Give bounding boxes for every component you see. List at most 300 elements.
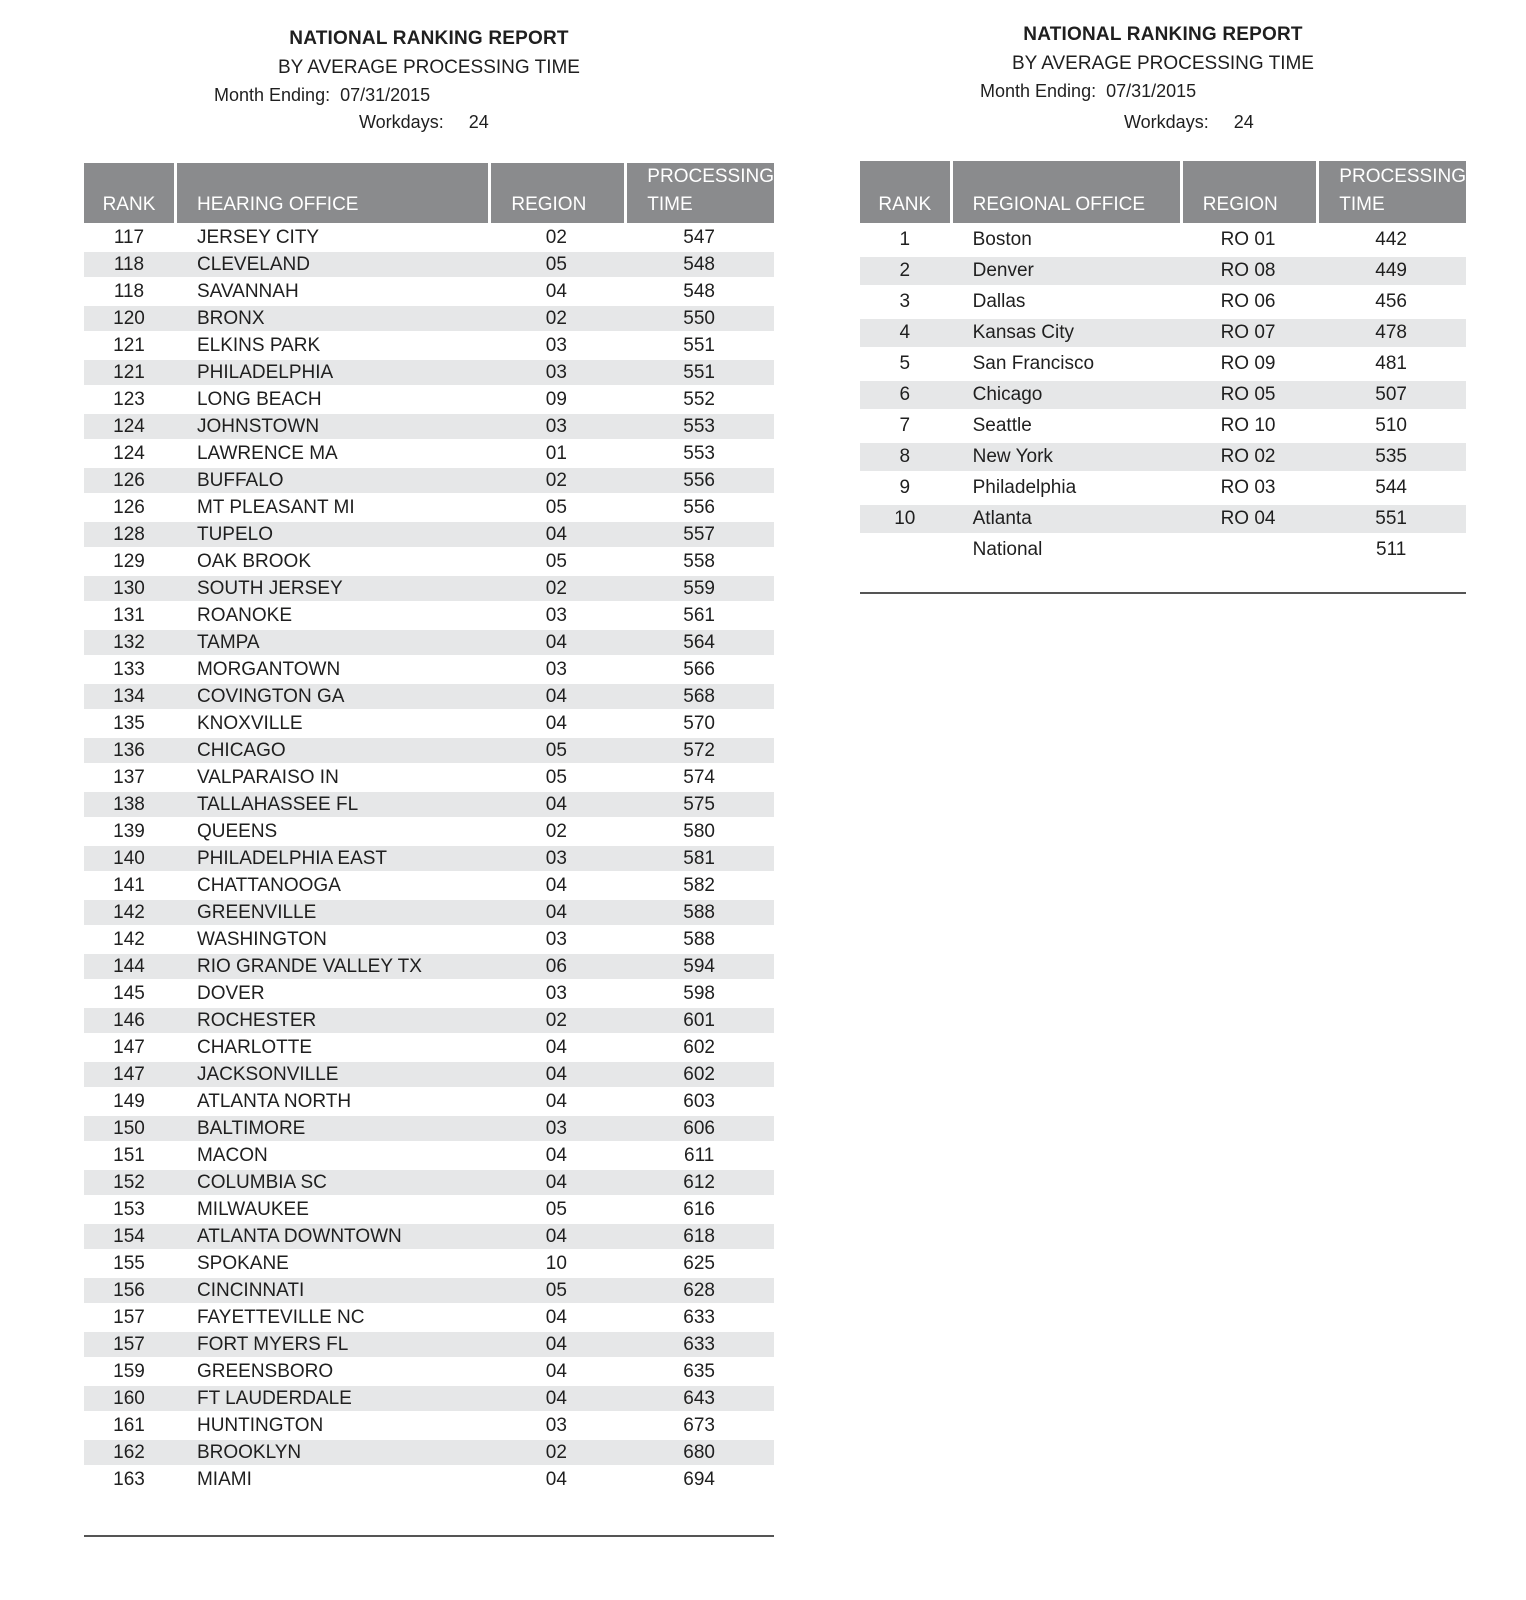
cell-rank: 118 (84, 277, 174, 304)
cell-office: Kansas City (950, 316, 1180, 347)
cell-region: 03 (488, 412, 624, 439)
cell-region: 03 (488, 358, 624, 385)
cell-region: RO 01 (1180, 223, 1317, 254)
cell-processing-time: 574 (624, 763, 774, 790)
cell-rank: 151 (84, 1141, 174, 1168)
header-time-line1: PROCESSING (1339, 166, 1466, 187)
cell-rank: 6 (860, 378, 950, 409)
table-row (84, 682, 774, 709)
regional-office-table (860, 161, 1466, 564)
cell-rank: 120 (84, 304, 174, 331)
cell-office: New York (950, 440, 1180, 471)
cell-region: 05 (488, 736, 624, 763)
cell-office: FT LAUDERDALE (174, 1384, 488, 1411)
table-row (84, 601, 774, 628)
table-row (84, 223, 774, 250)
table-row (84, 844, 774, 871)
cell-rank: 121 (84, 358, 174, 385)
cell-office: Philadelphia (950, 471, 1180, 502)
cell-rank: 154 (84, 1222, 174, 1249)
cell-region: RO 06 (1180, 285, 1317, 316)
cell-processing-time: 572 (624, 736, 774, 763)
cell-office: MACON (174, 1141, 488, 1168)
cell-rank: 5 (860, 347, 950, 378)
cell-office: Denver (950, 254, 1180, 285)
cell-region: RO 05 (1180, 378, 1317, 409)
cell-office: JACKSONVILLE (174, 1060, 488, 1087)
cell-processing-time: 601 (624, 1006, 774, 1033)
cell-processing-time: 510 (1316, 409, 1466, 440)
workdays-value: 24 (1233, 112, 1254, 132)
header-rank: RANK (860, 161, 950, 223)
bottom-rule (860, 592, 1466, 594)
hearing-office-table (84, 163, 774, 1492)
cell-processing-time: 635 (624, 1357, 774, 1384)
table-row (84, 439, 774, 466)
cell-processing-time: 628 (624, 1276, 774, 1303)
cell-rank: 147 (84, 1033, 174, 1060)
cell-rank: 118 (84, 250, 174, 277)
cell-region: RO 02 (1180, 440, 1317, 471)
cell-processing-time: 535 (1316, 440, 1466, 471)
cell-rank: 145 (84, 979, 174, 1006)
cell-processing-time: 507 (1316, 378, 1466, 409)
table-row (84, 925, 774, 952)
table-row (860, 378, 1466, 409)
regional-office-report (860, 24, 1466, 564)
cell-rank: 10 (860, 502, 950, 533)
month-ending-label: Month Ending: (214, 85, 331, 105)
cell-office: ROANOKE (174, 601, 488, 628)
cell-region: 02 (488, 466, 624, 493)
cell-office: TALLAHASSEE FL (174, 790, 488, 817)
cell-office: ELKINS PARK (174, 331, 488, 358)
cell-region: 04 (488, 1033, 624, 1060)
cell-processing-time: 566 (624, 655, 774, 682)
cell-region: 03 (488, 655, 624, 682)
cell-rank: 121 (84, 331, 174, 358)
cell-rank: 135 (84, 709, 174, 736)
cell-processing-time: 581 (624, 844, 774, 871)
table-row (84, 358, 774, 385)
cell-office: Seattle (950, 409, 1180, 440)
table-row (84, 736, 774, 763)
table-row (860, 409, 1466, 440)
month-ending-value: 07/31/2015 (340, 85, 431, 105)
cell-processing-time: 550 (624, 304, 774, 331)
table-row (84, 493, 774, 520)
cell-region: 04 (488, 1141, 624, 1168)
cell-region: 04 (488, 1087, 624, 1114)
cell-processing-time: 553 (624, 412, 774, 439)
cell-office: LAWRENCE MA (174, 439, 488, 466)
cell-office: SAVANNAH (174, 277, 488, 304)
cell-region: 04 (488, 1384, 624, 1411)
workdays-label: Workdays: (1124, 112, 1209, 132)
cell-processing-time: 456 (1316, 285, 1466, 316)
table-row (84, 952, 774, 979)
cell-processing-time: 588 (624, 898, 774, 925)
table-header-row (860, 161, 1466, 223)
report-subtitle: BY AVERAGE PROCESSING TIME (278, 57, 580, 78)
cell-region: 04 (488, 790, 624, 817)
cell-office: ROCHESTER (174, 1006, 488, 1033)
cell-rank: 8 (860, 440, 950, 471)
cell-region: 04 (488, 682, 624, 709)
cell-rank: 144 (84, 952, 174, 979)
cell-office: BALTIMORE (174, 1114, 488, 1141)
cell-rank: 140 (84, 844, 174, 871)
cell-rank: 136 (84, 736, 174, 763)
cell-rank: 134 (84, 682, 174, 709)
cell-rank: 123 (84, 385, 174, 412)
cell-region: 05 (488, 493, 624, 520)
cell-office: HUNTINGTON (174, 1411, 488, 1438)
cell-region: 04 (488, 1303, 624, 1330)
table-row (84, 1033, 774, 1060)
cell-office: LONG BEACH (174, 385, 488, 412)
cell-region: 05 (488, 763, 624, 790)
table-row (84, 790, 774, 817)
cell-processing-time: 625 (624, 1249, 774, 1276)
cell-region: 04 (488, 1330, 624, 1357)
cell-region: 03 (488, 1411, 624, 1438)
cell-office: COLUMBIA SC (174, 1168, 488, 1195)
table-row (84, 1465, 774, 1492)
cell-rank: 150 (84, 1114, 174, 1141)
header-time-line1: PROCESSING (647, 166, 774, 187)
cell-processing-time: 442 (1316, 223, 1466, 254)
cell-office: CHARLOTTE (174, 1033, 488, 1060)
cell-region: 03 (488, 844, 624, 871)
cell-rank: 149 (84, 1087, 174, 1114)
cell-processing-time: 575 (624, 790, 774, 817)
cell-rank: 162 (84, 1438, 174, 1465)
table-row (860, 471, 1466, 502)
cell-region: 03 (488, 601, 624, 628)
cell-region: 02 (488, 1438, 624, 1465)
cell-office: Chicago (950, 378, 1180, 409)
table-row (84, 898, 774, 925)
cell-rank: 2 (860, 254, 950, 285)
cell-processing-time: 680 (624, 1438, 774, 1465)
cell-office: Dallas (950, 285, 1180, 316)
table-row (84, 250, 774, 277)
header-processing-time (1316, 161, 1466, 223)
workdays-label: Workdays: (359, 112, 444, 132)
cell-office: CINCINNATI (174, 1276, 488, 1303)
header-region: REGION (1180, 161, 1317, 223)
cell-rank: 9 (860, 471, 950, 502)
cell-processing-time: 556 (624, 466, 774, 493)
cell-processing-time: 552 (624, 385, 774, 412)
cell-rank: 129 (84, 547, 174, 574)
cell-processing-time: 548 (624, 277, 774, 304)
cell-office: MIAMI (174, 1465, 488, 1492)
month-ending-line (860, 81, 1466, 102)
cell-office: PHILADELPHIA EAST (174, 844, 488, 871)
table-row (84, 1303, 774, 1330)
cell-processing-time: 556 (624, 493, 774, 520)
cell-office: ATLANTA NORTH (174, 1087, 488, 1114)
table-row (84, 412, 774, 439)
cell-rank: 117 (84, 223, 174, 250)
workdays-value: 24 (468, 112, 489, 132)
cell-region: 05 (488, 1195, 624, 1222)
table-row (84, 547, 774, 574)
cell-rank: 133 (84, 655, 174, 682)
cell-rank: 126 (84, 493, 174, 520)
table-row (84, 1114, 774, 1141)
cell-processing-time: 606 (624, 1114, 774, 1141)
table-row (84, 763, 774, 790)
cell-processing-time: 618 (624, 1222, 774, 1249)
cell-office: RIO GRANDE VALLEY TX (174, 952, 488, 979)
cell-office: ATLANTA DOWNTOWN (174, 1222, 488, 1249)
cell-processing-time: 580 (624, 817, 774, 844)
cell-processing-time: 561 (624, 601, 774, 628)
cell-rank: 141 (84, 871, 174, 898)
cell-rank: 163 (84, 1465, 174, 1492)
table-row (860, 440, 1466, 471)
table-row (84, 655, 774, 682)
cell-processing-time: 694 (624, 1465, 774, 1492)
cell-processing-time: 612 (624, 1168, 774, 1195)
cell-office: MT PLEASANT MI (174, 493, 488, 520)
table-row (860, 285, 1466, 316)
cell-processing-time: 603 (624, 1087, 774, 1114)
month-ending-line (84, 85, 774, 106)
header-time-line2: TIME (647, 194, 693, 215)
cell-office: SPOKANE (174, 1249, 488, 1276)
cell-office: DOVER (174, 979, 488, 1006)
cell-processing-time: 594 (624, 952, 774, 979)
cell-office: Boston (950, 223, 1180, 254)
cell-office: BROOKLYN (174, 1438, 488, 1465)
cell-processing-time: 511 (1316, 533, 1466, 564)
cell-region: 05 (488, 547, 624, 574)
table-row (84, 1438, 774, 1465)
cell-processing-time: 568 (624, 682, 774, 709)
header-region: REGION (488, 163, 624, 223)
cell-processing-time: 547 (624, 223, 774, 250)
cell-rank: 153 (84, 1195, 174, 1222)
cell-rank: 132 (84, 628, 174, 655)
cell-region: RO 10 (1180, 409, 1317, 440)
table-row (84, 817, 774, 844)
table-row (84, 1276, 774, 1303)
report-title: NATIONAL RANKING REPORT (289, 28, 569, 49)
table-row (860, 347, 1466, 378)
table-row (84, 1060, 774, 1087)
cell-rank: 157 (84, 1303, 174, 1330)
month-ending-value: 07/31/2015 (1106, 81, 1197, 101)
cell-office: National (950, 533, 1180, 564)
cell-rank: 156 (84, 1276, 174, 1303)
cell-processing-time: 551 (1316, 502, 1466, 533)
table-row (84, 1006, 774, 1033)
cell-rank: 128 (84, 520, 174, 547)
cell-region: 02 (488, 817, 624, 844)
table-row (84, 1168, 774, 1195)
cell-rank: 137 (84, 763, 174, 790)
cell-region (1180, 533, 1317, 564)
cell-region: 06 (488, 952, 624, 979)
cell-region: 04 (488, 1357, 624, 1384)
cell-rank: 138 (84, 790, 174, 817)
cell-region: 04 (488, 628, 624, 655)
cell-office: TAMPA (174, 628, 488, 655)
cell-office: QUEENS (174, 817, 488, 844)
table-row (84, 331, 774, 358)
cell-office: GREENVILLE (174, 898, 488, 925)
cell-rank: 124 (84, 412, 174, 439)
cell-processing-time: 570 (624, 709, 774, 736)
cell-processing-time: 559 (624, 574, 774, 601)
cell-rank: 3 (860, 285, 950, 316)
cell-office: VALPARAISO IN (174, 763, 488, 790)
table-row (84, 385, 774, 412)
cell-region: 02 (488, 574, 624, 601)
report-subtitle: BY AVERAGE PROCESSING TIME (1012, 53, 1314, 74)
table-row (860, 533, 1466, 564)
cell-office: BRONX (174, 304, 488, 331)
cell-region: 04 (488, 1060, 624, 1087)
cell-office: COVINGTON GA (174, 682, 488, 709)
cell-office: CHATTANOOGA (174, 871, 488, 898)
table-row (84, 574, 774, 601)
cell-region: 03 (488, 331, 624, 358)
cell-processing-time: 449 (1316, 254, 1466, 285)
table-row (84, 277, 774, 304)
cell-rank: 1 (860, 223, 950, 254)
cell-region: 04 (488, 898, 624, 925)
cell-region: 02 (488, 304, 624, 331)
header-office: HEARING OFFICE (174, 163, 488, 223)
workdays-line (84, 112, 774, 133)
table-row (84, 1087, 774, 1114)
cell-processing-time: 643 (624, 1384, 774, 1411)
cell-rank: 124 (84, 439, 174, 466)
cell-processing-time: 548 (624, 250, 774, 277)
cell-processing-time: 602 (624, 1060, 774, 1087)
cell-region: 02 (488, 1006, 624, 1033)
table-row (860, 502, 1466, 533)
cell-region: RO 04 (1180, 502, 1317, 533)
cell-office: BUFFALO (174, 466, 488, 493)
cell-office: CHICAGO (174, 736, 488, 763)
cell-region: 02 (488, 223, 624, 250)
cell-region: 03 (488, 925, 624, 952)
header-processing-time (624, 163, 774, 223)
cell-region: 04 (488, 277, 624, 304)
header-rank: RANK (84, 163, 174, 223)
cell-processing-time: 616 (624, 1195, 774, 1222)
cell-region: RO 08 (1180, 254, 1317, 285)
cell-rank: 155 (84, 1249, 174, 1276)
cell-processing-time: 598 (624, 979, 774, 1006)
cell-office: SOUTH JERSEY (174, 574, 488, 601)
table-row (860, 254, 1466, 285)
cell-processing-time: 582 (624, 871, 774, 898)
cell-rank: 152 (84, 1168, 174, 1195)
table-row (84, 1357, 774, 1384)
table-row (860, 223, 1466, 254)
cell-office: JOHNSTOWN (174, 412, 488, 439)
cell-office: FORT MYERS FL (174, 1330, 488, 1357)
cell-processing-time: 602 (624, 1033, 774, 1060)
cell-processing-time: 544 (1316, 471, 1466, 502)
cell-office: WASHINGTON (174, 925, 488, 952)
cell-office: KNOXVILLE (174, 709, 488, 736)
table-row (84, 1222, 774, 1249)
cell-region: 04 (488, 871, 624, 898)
cell-processing-time: 551 (624, 358, 774, 385)
header-office: REGIONAL OFFICE (950, 161, 1180, 223)
cell-office: PHILADELPHIA (174, 358, 488, 385)
cell-processing-time: 633 (624, 1330, 774, 1357)
month-ending-label: Month Ending: (980, 81, 1097, 101)
cell-region: 03 (488, 1114, 624, 1141)
cell-processing-time: 673 (624, 1411, 774, 1438)
cell-office: JERSEY CITY (174, 223, 488, 250)
cell-office: Atlanta (950, 502, 1180, 533)
table-row (84, 1411, 774, 1438)
table-row (84, 871, 774, 898)
cell-processing-time: 633 (624, 1303, 774, 1330)
cell-processing-time: 481 (1316, 347, 1466, 378)
cell-rank: 161 (84, 1411, 174, 1438)
cell-region: 05 (488, 1276, 624, 1303)
cell-office: San Francisco (950, 347, 1180, 378)
cell-office: GREENSBORO (174, 1357, 488, 1384)
hearing-office-report (84, 28, 774, 1492)
cell-processing-time: 611 (624, 1141, 774, 1168)
header-time-line2: TIME (1339, 194, 1385, 215)
table-row (84, 466, 774, 493)
table-row (84, 709, 774, 736)
cell-region: 10 (488, 1249, 624, 1276)
cell-rank: 160 (84, 1384, 174, 1411)
workdays-line (860, 112, 1466, 133)
table-row (84, 1195, 774, 1222)
cell-office: FAYETTEVILLE NC (174, 1303, 488, 1330)
cell-rank: 142 (84, 925, 174, 952)
cell-rank: 131 (84, 601, 174, 628)
table-row (84, 520, 774, 547)
cell-region: 04 (488, 709, 624, 736)
cell-rank: 130 (84, 574, 174, 601)
cell-rank: 159 (84, 1357, 174, 1384)
cell-rank: 139 (84, 817, 174, 844)
cell-processing-time: 551 (624, 331, 774, 358)
hearing-office-rows (84, 223, 774, 1492)
cell-region: RO 03 (1180, 471, 1317, 502)
cell-region: RO 07 (1180, 316, 1317, 347)
cell-rank (860, 533, 950, 564)
cell-rank: 142 (84, 898, 174, 925)
cell-office: CLEVELAND (174, 250, 488, 277)
cell-region: 01 (488, 439, 624, 466)
cell-region: 04 (488, 1222, 624, 1249)
cell-processing-time: 553 (624, 439, 774, 466)
cell-rank: 4 (860, 316, 950, 347)
table-row (84, 1330, 774, 1357)
table-row (84, 1384, 774, 1411)
cell-region: 04 (488, 1465, 624, 1492)
cell-region: RO 09 (1180, 347, 1317, 378)
cell-processing-time: 558 (624, 547, 774, 574)
